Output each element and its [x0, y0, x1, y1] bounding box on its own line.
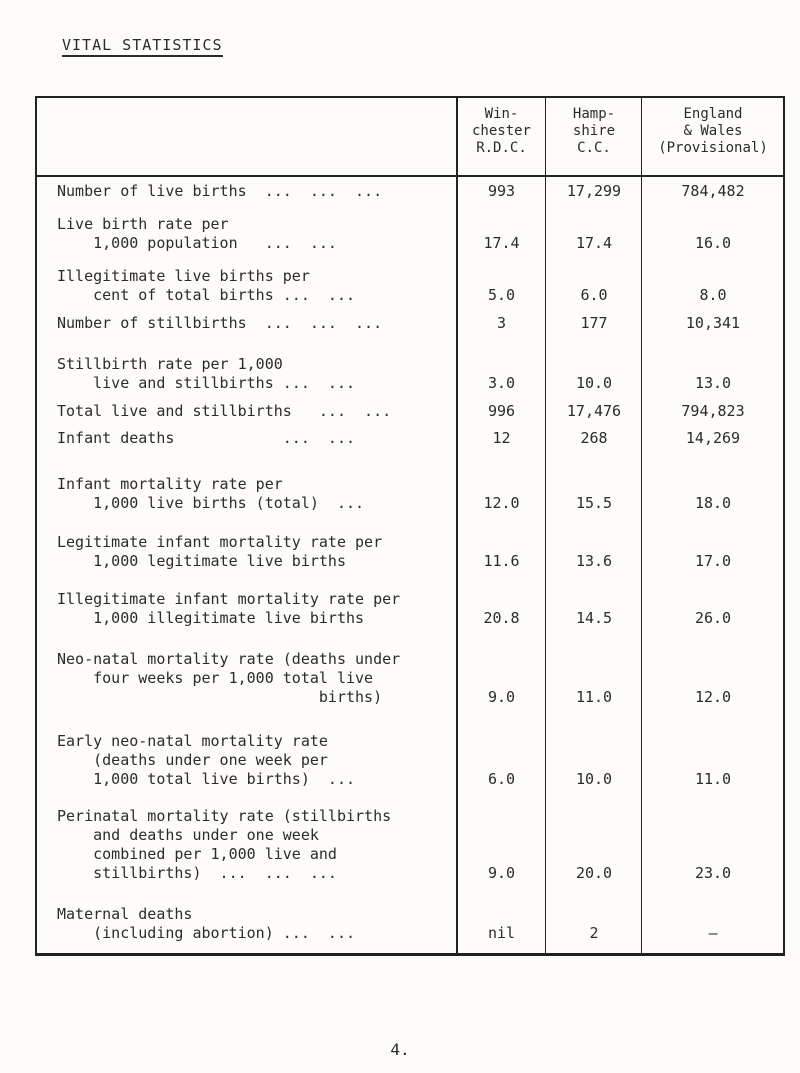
- table-row: [37, 176, 783, 201]
- value-hampshire: 10.0: [575, 770, 613, 788]
- value-england-wales: 10,341: [685, 314, 741, 332]
- page-number: 4.: [390, 1040, 410, 1059]
- value-hampshire: 17,299: [566, 182, 622, 200]
- value-winchester: 9.0: [487, 864, 516, 882]
- row-label: Number of live births ... ... ...: [57, 182, 383, 200]
- value-hampshire: 10.0: [575, 374, 613, 392]
- table-row: [37, 894, 783, 943]
- value-hampshire: 177: [580, 314, 608, 332]
- value-winchester: 993: [487, 182, 516, 200]
- value-winchester: 3: [496, 314, 507, 332]
- value-winchester: 12: [492, 429, 511, 447]
- value-hampshire: 11.0: [575, 688, 613, 706]
- table-row: [37, 203, 783, 253]
- row-label: Maternal deaths (including abortion) ... ...: [57, 905, 356, 942]
- column-header-hampshire: Hamp- shire C.C.: [572, 106, 616, 156]
- value-england-wales: 16.0: [694, 234, 732, 252]
- table-row: [37, 797, 783, 883]
- value-winchester: 11.6: [483, 552, 520, 570]
- value-hampshire: 6.0: [580, 286, 608, 304]
- value-winchester: 20.8: [483, 609, 520, 627]
- value-england-wales: 14,269: [685, 429, 741, 447]
- value-winchester: 6.0: [487, 770, 516, 788]
- value-hampshire: 14.5: [575, 609, 613, 627]
- value-hampshire: 17,476: [566, 402, 622, 420]
- row-label: Illegitimate live births per cent of total births ... ...: [57, 267, 356, 304]
- value-england-wales: 18.0: [694, 494, 732, 512]
- table-row: [37, 423, 783, 448]
- value-england-wales: —: [708, 924, 718, 942]
- row-label: Illegitimate infant mortality rate per 1,000 illegitimate live births: [57, 590, 401, 627]
- value-winchester: 12.0: [483, 494, 520, 512]
- row-label: Early neo-natal mortality rate (deaths under one week per 1,000 total live births) ...: [57, 732, 356, 788]
- row-label: Total live and stillbirths ... ...: [57, 402, 392, 420]
- value-england-wales: 12.0: [694, 688, 732, 706]
- row-label: Number of stillbirths ... ... ...: [57, 314, 383, 332]
- value-hampshire: 2: [589, 924, 599, 942]
- value-winchester: nil: [487, 924, 516, 942]
- table-row: [37, 521, 783, 571]
- value-england-wales: 11.0: [694, 770, 732, 788]
- value-england-wales: 8.0: [699, 286, 727, 304]
- column-header-england-wales: England & Wales (Provisional): [658, 106, 768, 156]
- row-label: Stillbirth rate per 1,000 live and stillbirths ... ...: [57, 355, 356, 392]
- value-winchester: 17.4: [483, 234, 520, 252]
- value-hampshire: 17.4: [575, 234, 613, 252]
- row-label: Perinatal mortality rate (stillbirths and deaths under one week combined per 1,000 live and stillbirths) ... ... ...: [57, 807, 392, 882]
- value-hampshire: 13.6: [575, 552, 613, 570]
- row-label: Neo-natal mortality rate (deaths under four weeks per 1,000 total live births): [57, 650, 401, 706]
- value-england-wales: 794,823: [681, 402, 745, 420]
- value-england-wales: 784,482: [681, 182, 745, 200]
- value-england-wales: 13.0: [694, 374, 732, 392]
- table-row: [37, 717, 783, 789]
- table-row: [37, 308, 783, 333]
- value-hampshire: 15.5: [575, 494, 613, 512]
- value-england-wales: 26.0: [694, 609, 732, 627]
- table-row: [37, 255, 783, 305]
- page-heading: VITAL STATISTICS: [62, 36, 223, 57]
- value-winchester: 5.0: [487, 286, 516, 304]
- table-row: [37, 343, 783, 393]
- value-winchester: 9.0: [487, 688, 516, 706]
- value-england-wales: 23.0: [694, 864, 732, 882]
- value-hampshire: 268: [580, 429, 608, 447]
- value-england-wales: 17.0: [694, 552, 732, 570]
- row-label: Legitimate infant mortality rate per 1,000 legitimate live births: [57, 533, 383, 570]
- column-header-winchester: Win- chester R.D.C.: [471, 106, 531, 156]
- table-row: [37, 635, 783, 707]
- row-label: Infant deaths ... ...: [57, 429, 356, 447]
- row-label: Live birth rate per 1,000 population ... ...: [57, 215, 337, 252]
- vital-statistics-table: [35, 96, 785, 956]
- table-row: [37, 463, 783, 513]
- table-row: [37, 396, 783, 421]
- value-hampshire: 20.0: [575, 864, 613, 882]
- value-winchester: 3.0: [487, 374, 516, 392]
- row-label: Infant mortality rate per 1,000 live births (total) ...: [57, 475, 365, 512]
- table-row: [37, 578, 783, 628]
- value-winchester: 996: [487, 402, 516, 420]
